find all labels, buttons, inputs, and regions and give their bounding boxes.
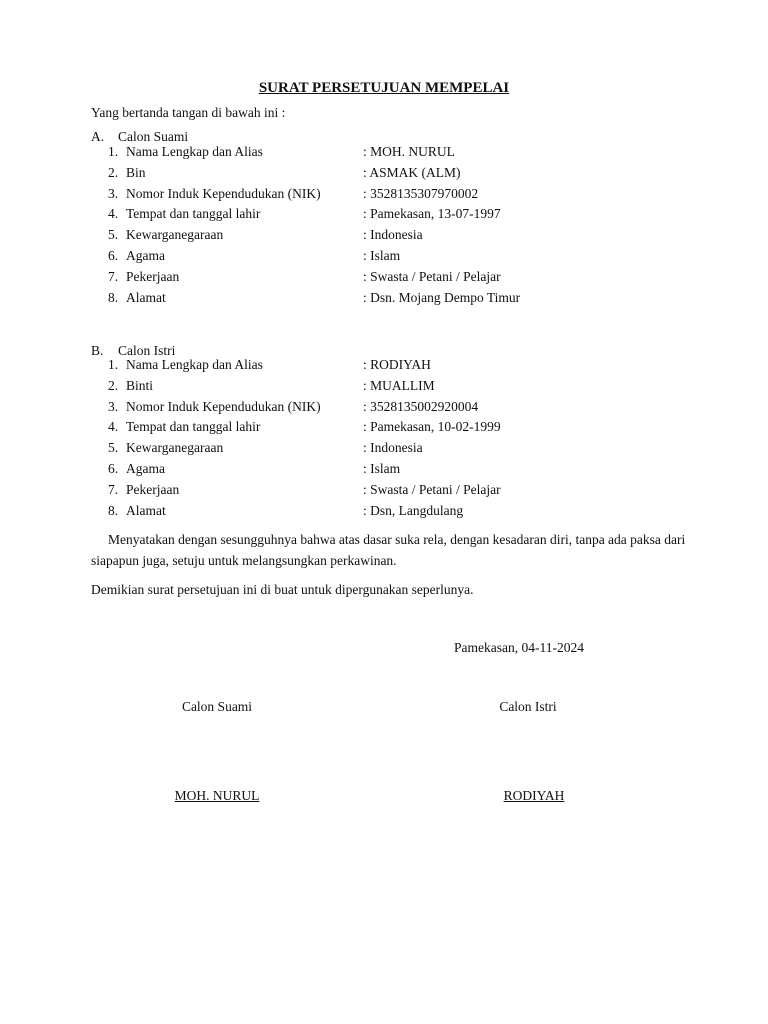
field-value: : Swasta / Petani / Pelajar: [363, 481, 501, 497]
field-label: Pekerjaan: [126, 268, 180, 284]
field-row: [108, 290, 166, 306]
field-label: Nama Lengkap dan Alias: [126, 357, 263, 372]
field-row: [108, 482, 179, 498]
field-label: Agama: [126, 461, 165, 476]
groom-role-label: Calon Suami: [181, 699, 253, 714]
field-label: Kewarganegaraan: [126, 440, 224, 456]
field-value: : Pamekasan, 10-02-1999: [363, 419, 501, 435]
section-a-title: Calon Suami: [118, 129, 189, 144]
field-row: [108, 269, 179, 285]
field-row: [108, 186, 321, 202]
bride-role-label: Calon Istri: [499, 699, 557, 714]
field-number: 7.: [108, 268, 119, 284]
field-label: Alamat: [126, 502, 166, 518]
field-label: Bin: [126, 164, 146, 180]
field-row: [108, 144, 263, 160]
intro-text: Yang bertanda tangan di bawah ini :: [91, 105, 286, 120]
field-number: 8.: [108, 502, 119, 518]
field-number: 6.: [108, 461, 119, 476]
field-number: 2.: [108, 164, 119, 180]
document-title: SURAT PERSETUJUAN MEMPELAI: [258, 80, 510, 96]
field-number: 3.: [108, 398, 119, 414]
field-label: Agama: [126, 248, 165, 263]
section-b-letter: B.: [91, 343, 104, 358]
groom-signature-name: MOH. NURUL: [174, 788, 260, 803]
field-number: 3.: [108, 185, 119, 201]
field-number: 6.: [108, 248, 119, 263]
field-number: 7.: [108, 481, 119, 497]
field-row: [108, 165, 146, 181]
field-value: : MUALLIM: [363, 377, 435, 393]
field-label: Nomor Induk Kependudukan (NIK): [126, 398, 321, 414]
field-row: [108, 206, 260, 222]
field-number: 4.: [108, 206, 119, 222]
field-value: : Indonesia: [363, 227, 423, 243]
bride-signature-name: RODIYAH: [503, 788, 565, 803]
field-value: : Swasta / Petani / Pelajar: [363, 268, 501, 284]
statement-text: Menyatakan dengan sesungguhnya bahwa atas dasar suka rela, dengan kesadaran diri, tanpa ada paksa dari siapapun juga, setuju untuk melangsungkan perkawinan.: [91, 532, 686, 568]
closing-text: Demikian surat persetujuan ini di buat untuk dipergunakan seperlunya.: [91, 582, 474, 597]
field-label: Tempat dan tanggal lahir: [126, 419, 261, 435]
field-value: : Indonesia: [363, 440, 423, 456]
field-number: 2.: [108, 377, 119, 393]
field-number: 4.: [108, 419, 119, 435]
field-number: 1.: [108, 357, 119, 372]
field-row: [108, 378, 153, 394]
field-row: [108, 357, 263, 373]
field-value: : 3528135002920004: [363, 398, 479, 414]
field-row: [108, 248, 165, 264]
field-label: Tempat dan tanggal lahir: [126, 206, 261, 222]
field-number: 5.: [108, 440, 119, 456]
field-row: [108, 419, 260, 435]
statement-paragraph: [91, 529, 691, 571]
field-value: : Dsn. Mojang Dempo Timur: [363, 289, 521, 305]
field-row: [108, 461, 165, 477]
field-value: : 3528135307970002: [363, 185, 479, 201]
field-value: : ASMAK (ALM): [363, 164, 461, 180]
field-value: : Pamekasan, 13-07-1997: [363, 206, 501, 222]
field-row: [108, 399, 321, 415]
field-label: Nomor Induk Kependudukan (NIK): [126, 185, 321, 201]
field-row: [108, 227, 223, 243]
field-value: : RODIYAH: [363, 357, 431, 372]
field-row: [108, 440, 223, 456]
field-label: Binti: [126, 377, 154, 393]
field-label: Pekerjaan: [126, 481, 180, 497]
field-number: 1.: [108, 144, 119, 159]
field-value: : Dsn, Langdulang: [363, 502, 464, 518]
field-label: Nama Lengkap dan Alias: [126, 144, 263, 159]
field-value: : Islam: [363, 461, 401, 476]
field-label: Kewarganegaraan: [126, 227, 224, 243]
field-number: 5.: [108, 227, 119, 243]
field-number: 8.: [108, 289, 119, 305]
field-value: : MOH. NURUL: [363, 144, 455, 159]
field-value: : Islam: [363, 248, 401, 263]
place-date: Pamekasan, 04-11-2024: [454, 640, 584, 655]
section-a-letter: A.: [91, 129, 105, 144]
field-row: [108, 503, 166, 519]
field-label: Alamat: [126, 289, 166, 305]
section-a-label: [91, 129, 188, 145]
section-b-title: Calon Istri: [118, 343, 176, 358]
